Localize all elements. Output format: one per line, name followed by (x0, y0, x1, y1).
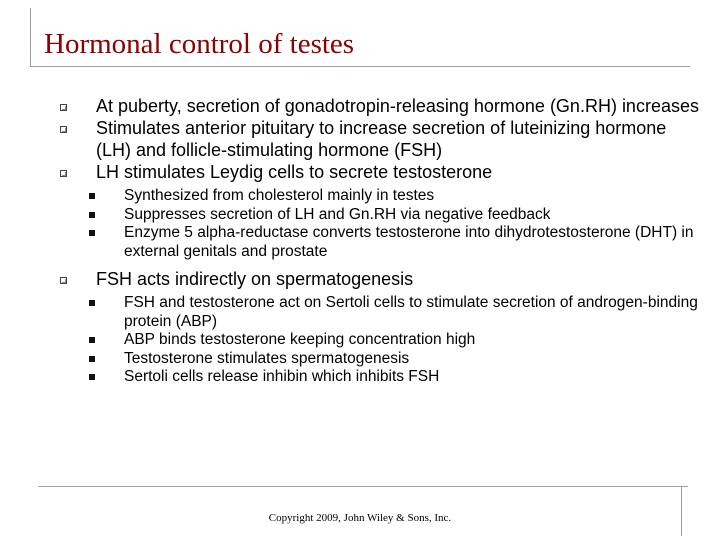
sub-bullet-text: Sertoli cells release inhibin which inhibits FSH (124, 368, 440, 385)
sub-bullet-3-1 (60, 187, 700, 206)
sub-bullet-text: FSH and testosterone act on Sertoli cells to stimulate secretion of androgen-binding protein (ABP) (124, 294, 698, 330)
sub-bullet-text: Enzyme 5 alpha-reductase converts testosterone into dihydrotestosterone (DHT) in external genitals and prostate (124, 224, 694, 260)
sub-bullet-4-1 (60, 294, 700, 331)
square-bullet-icon (60, 126, 67, 133)
filled-square-bullet-icon (89, 356, 95, 362)
square-bullet-icon (60, 104, 67, 111)
sub-bullet-4-2 (60, 331, 700, 350)
square-bullet-icon (60, 277, 67, 284)
bullet-2-text: Stimulates anterior pituitary to increase secretion of luteinizing hormone (LH) and follicle-stimulating hormone (FSH) (96, 118, 667, 160)
filled-square-bullet-icon (89, 374, 95, 380)
sub-bullet-4-3 (60, 350, 700, 369)
filled-square-bullet-icon (89, 300, 95, 306)
filled-square-bullet-icon (89, 193, 95, 199)
copyright-footer: Copyright 2009, John Wiley & Sons, Inc. (268, 512, 452, 524)
bullet-list (60, 95, 700, 387)
sub-bullet-3-3 (60, 224, 700, 261)
title-rule-horizontal (30, 66, 690, 67)
bullet-2 (60, 117, 700, 161)
bullet-3 (60, 161, 700, 183)
footer-rule-vertical (681, 486, 682, 536)
square-bullet-icon (60, 170, 67, 177)
bullet-4-text: FSH acts indirectly on spermatogenesis (96, 269, 414, 289)
filled-square-bullet-icon (89, 337, 95, 343)
bullet-3-text: LH stimulates Leydig cells to secrete testosterone (96, 162, 493, 182)
sub-bullet-text: Synthesized from cholesterol mainly in testes (124, 187, 435, 204)
title-rule-vertical (30, 8, 31, 66)
sub-bullet-4-4 (60, 368, 700, 387)
filled-square-bullet-icon (89, 230, 95, 236)
filled-square-bullet-icon (89, 212, 95, 218)
sub-bullet-3-2 (60, 206, 700, 225)
slide-title: Hormonal control of testes (44, 28, 355, 60)
bullet-1-text: At puberty, secretion of gonadotropin-releasing hormone (Gn.RH) increases (96, 96, 699, 116)
bullet-1 (60, 95, 700, 117)
footer-rule-horizontal (38, 486, 688, 487)
sub-bullet-text: Suppresses secretion of LH and Gn.RH via negative feedback (124, 205, 551, 223)
sub-bullet-text: Testosterone stimulates spermatogenesis (124, 349, 410, 367)
bullet-4 (60, 268, 700, 290)
sub-bullet-text: ABP binds testosterone keeping concentration high (124, 331, 476, 348)
